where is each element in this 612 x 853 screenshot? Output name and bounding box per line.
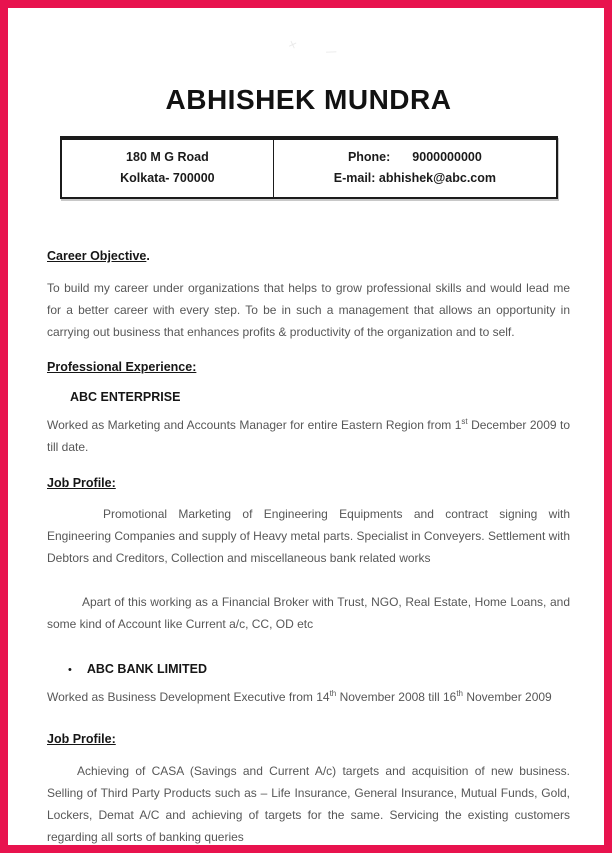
- job2-summary-text: November 2008 till 16: [336, 690, 457, 704]
- company-line-abc-bank: [47, 662, 570, 676]
- company-name-abc-bank: ABC BANK LIMITED: [86, 662, 207, 676]
- phone-label: Phone:: [347, 150, 391, 164]
- phone-number: 9000000000: [412, 150, 482, 164]
- career-objective-body: To build my career under organizations that helps to grow professional skills and would lead me for a better career with every step. To be in such a management that allows an opportunity in carrying out business that enhances profits & productivity of the organization and to self.: [47, 281, 570, 339]
- job1-profile-heading-text: Job Profile:: [47, 476, 116, 490]
- career-objective-heading: [47, 249, 570, 263]
- watermark-mark: ⨯: [286, 37, 299, 53]
- resume-content: [8, 84, 604, 848]
- career-objective-heading-suffix: .: [146, 249, 150, 263]
- job1-profile-heading: [47, 476, 570, 490]
- address-cell: [61, 138, 274, 198]
- contact-table-row: [61, 138, 557, 198]
- email-line: [278, 168, 551, 189]
- watermark-mark: |: [325, 50, 338, 54]
- email-label: E-mail:: [333, 171, 376, 185]
- candidate-name: ABHISHEK MUNDRA: [165, 84, 452, 115]
- job2-profile-heading: [47, 732, 570, 746]
- contact-cell: [274, 138, 557, 198]
- job2-profile-para1: Achieving of CASA (Savings and Current A/c) targets and acquisition of new business. Selling of Third Party Products such as – Life Insurance, General Insurance, Mutual Funds, Gold, Lockers, Demat A/C and achieving of targets for the same. Servicing the existing customers regarding all sorts of banking queries: [47, 764, 570, 844]
- job1-summary-text: Worked as Marketing and Accounts Manager for entire Eastern Region from 1: [47, 418, 462, 432]
- professional-experience-heading-text: Professional Experience:: [47, 360, 197, 374]
- job1-profile-para2: Apart of this working as a Financial Broker with Trust, NGO, Real Estate, Home Loans, and some kind of Account like Current a/c, CC, OD etc: [47, 595, 570, 631]
- phone-line: [278, 147, 551, 168]
- job2-summary-text: Worked as Business Development Executive from 14: [47, 690, 330, 704]
- email-value: abhishek@abc.com: [378, 171, 497, 185]
- job2-summary-ordinal: th: [456, 689, 463, 698]
- company-name-abc-enterprise: ABC ENTERPRISE: [70, 390, 181, 404]
- job2-profile-heading-text: Job Profile:: [47, 732, 116, 746]
- job1-profile-para1: Promotional Marketing of Engineering Equipments and contract signing with Engineering Companies and supply of Heavy metal parts. Specialist in Conveyers. Settlement with Debtors and Creditors, Collection and miscellaneous bank related works: [47, 507, 570, 565]
- address-line-2: Kolkata- 700000: [120, 171, 215, 185]
- career-objective-heading-text: Career Objective: [47, 249, 147, 263]
- job1-summary: [47, 414, 570, 458]
- job2-summary-text: November 2009: [463, 690, 552, 704]
- job2-summary: [47, 686, 570, 708]
- job2-summary-ordinal: th: [329, 689, 337, 698]
- job1-summary-ordinal: st: [461, 417, 468, 426]
- professional-experience-heading: [47, 360, 570, 374]
- bullet-icon: •: [68, 664, 72, 676]
- job1-summary-text: December 2009 to till date.: [47, 418, 570, 454]
- contact-table: [60, 136, 558, 199]
- address-line-1: 180 M G Road: [126, 150, 209, 164]
